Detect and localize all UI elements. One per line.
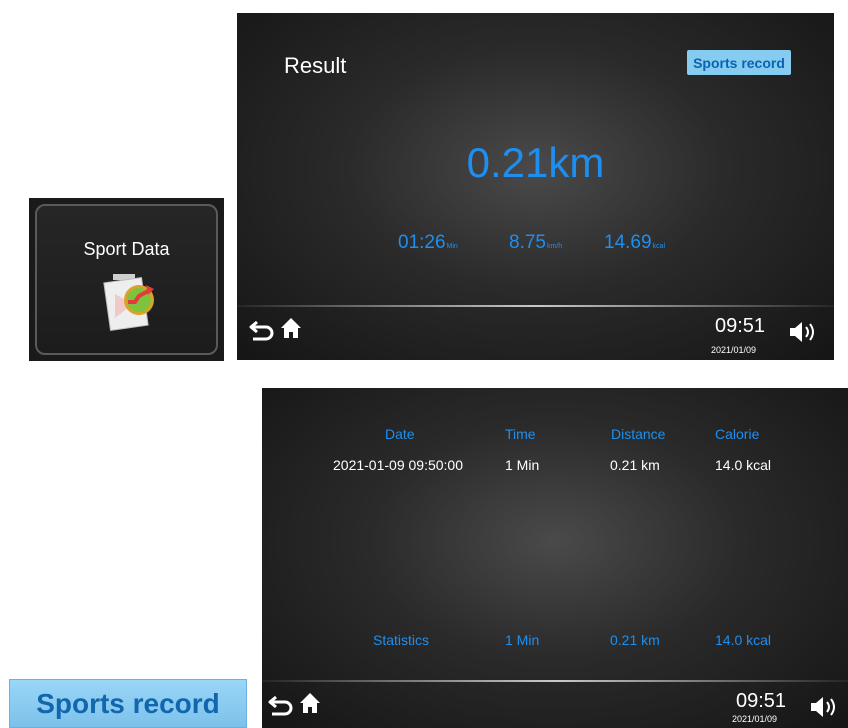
calorie-value: 14.69: [604, 232, 652, 253]
time-stat: [398, 232, 458, 254]
distance-readout: 0.21km: [466, 139, 605, 186]
clock-date: 2021/01/09: [711, 345, 757, 355]
speed-stat: [509, 232, 562, 254]
tile-label: Sport Data: [83, 239, 170, 259]
header-time: Time: [505, 426, 536, 442]
sports-record-button[interactable]: Sports record: [687, 50, 791, 75]
clock-date: 2021/01/09: [732, 714, 778, 724]
speed-value: 8.75: [509, 232, 546, 253]
header-date: Date: [385, 426, 415, 442]
home-icon[interactable]: [280, 317, 302, 339]
speaker-icon[interactable]: [810, 695, 840, 719]
back-icon[interactable]: [249, 318, 277, 342]
record-distance: 0.21 km: [610, 457, 660, 473]
records-screen: [262, 388, 848, 728]
record-date: 2021-01-09 09:50:00: [333, 457, 463, 473]
sport-data-tile[interactable]: [29, 198, 224, 361]
time-value: 01:26: [398, 232, 446, 253]
clipboard-chart-icon: [99, 272, 163, 334]
record-calorie: 14.0 kcal: [715, 457, 772, 473]
bottom-divider: [262, 680, 848, 682]
speed-unit: km/h: [546, 243, 563, 250]
statistics-distance: 0.21 km: [610, 632, 660, 648]
record-time: 1 Min: [505, 457, 540, 473]
calorie-stat: [604, 232, 665, 254]
tile-frame: [35, 204, 218, 355]
calorie-unit: kcal: [652, 243, 665, 250]
sports-record-button-zoom[interactable]: Sports record: [9, 679, 247, 728]
header-distance: Distance: [611, 426, 666, 442]
home-icon[interactable]: [299, 692, 321, 714]
speaker-icon[interactable]: [789, 320, 819, 344]
bottom-divider: [237, 305, 834, 307]
header-calorie: Calorie: [715, 426, 760, 442]
result-title: Result: [284, 53, 347, 78]
statistics-time: 1 Min: [505, 632, 540, 648]
clock-time: 09:51: [715, 315, 766, 337]
back-icon[interactable]: [268, 693, 296, 717]
statistics-calorie: 14.0 kcal: [715, 632, 772, 648]
clock-time: 09:51: [736, 690, 787, 712]
statistics-label: Statistics: [373, 632, 430, 648]
result-screen: [237, 13, 834, 360]
time-unit: Min: [446, 243, 458, 250]
